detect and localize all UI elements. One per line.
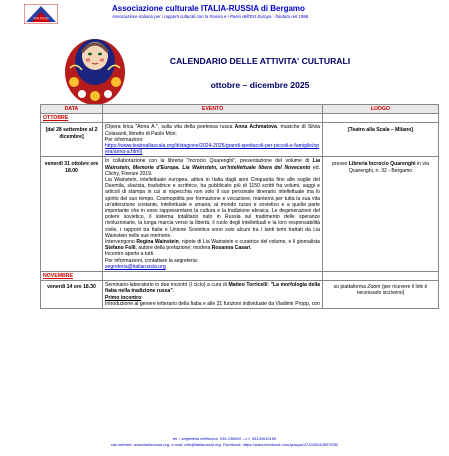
table-header-row — [41, 105, 439, 114]
event-date: venerdì 31 ottobre ore 18.00 — [41, 157, 103, 272]
event-description: Seminario-laboratorio in due incontri (I ciclo) a cura di Matteo Torricelli: "La morfologia della fiaba nella tradizione russa". Primo incontro: Introduzione al genere letterario della fiaba e alle 31 funzioni individuate da Vladimir Propp, con — [103, 281, 323, 309]
month-label: OTTOBRE — [41, 114, 103, 123]
col-header-luogo: LUOGO — [323, 105, 439, 114]
org-name: Associazione culturale ITALIA-RUSSIA di Bergamo — [112, 4, 305, 13]
email-link[interactable]: segreteria@italiarussia.org — [105, 263, 166, 270]
col-header-evento: EVENTO — [103, 105, 323, 114]
matryoshka-illustration — [62, 22, 128, 106]
event-description: In collaborazione con la libreria "Incrocio Quarenghi", presentazione del volume di Lia Wainstein, Memorie d'Europa. Lia Wainstein, un'intellettuale libera del Novecento ed. Clichy, Firenze 2019. Lia Wainstein, intellettuale europea, attiva in Italia dagli anni Cinquanta fino alle soglie del Duemila, slavista, traduttrice e scrittrice, ha pubblicato più di 1150 scritti fra volumi, saggi e articoli di stampa in cui si rispecchia non solo il suo personale itinerario intellettuale ma lo spirito del suo tempo. Cosmopolita per formazione e vocazione, manterrà per tutta la sua vita un'attenzione costante, intellettuale e umana, al mondo russo e sovietico e a quella parte importante che in esso rappresentano la cultura e la tradizione ebraica. Le degenerazioni del potere sovietico, il sistema totalitario nato in Russia sul tradimento delle speranze rivoluzionarie, la lunga marcia verso la libertà, il ruolo degli intellettuali e la loro responsabilità civile, i rapporti tra Italia e Unione Sovietica sono solo alcuni tra i tanti temi trattati da Lia Wainstein nelle sue memorie. Intervengono Regina Wainstein, nipote di Lia Wainstein e curatrice del volume, e il giornalista Stefano Folli, autore della prefazione; modera Rosanna Casari. Incontro aperto a tutti. Per informazioni, contattare la segreteria: segreteria@italiarussia.org — [103, 157, 323, 272]
table-row — [41, 123, 439, 157]
event-link[interactable]: https://www.teatroallascala.org/it/stagione/2024-2025/grandi-spettacoli-per-piccoli-e-famiglie/opera/anna-a.html] — [105, 143, 320, 156]
event-location: su piattaforma Zoom (per ricevere il link è necessario iscriversi) — [323, 281, 439, 309]
col-header-data: DATA — [41, 105, 103, 114]
footer-contacts: tel. / segreteria telefonica: 035.236693 – c.f. 95130610165 — [172, 436, 277, 441]
event-location: [Teatro alla Scala – Milano] — [323, 123, 439, 157]
month-label: NOVEMBRE — [41, 272, 103, 281]
month-row-november — [41, 272, 439, 281]
event-date: venerdì 14 ore 18.30 — [41, 281, 103, 309]
event-location: presso Libreria Incrocio Quarenghi in via Quarenghi, n. 32 - Bergamo — [323, 157, 439, 272]
month-row-october — [41, 114, 439, 123]
table-row — [41, 281, 439, 309]
document-title: CALENDARIO DELLE ATTIVITA' CULTURALI — [169, 56, 351, 66]
calendar-table — [40, 104, 438, 309]
org-tagline: Associazione italiana per i rapporti culturali con la Russia e i Paesi dell'Est Europa - fondata nel 1986 — [112, 14, 309, 19]
event-date: [dal 28 settembre al 2 dicembre] — [41, 123, 103, 157]
association-logo — [24, 4, 58, 24]
logo-text: ITA RUS — [33, 15, 49, 21]
table-row — [41, 157, 439, 272]
footer-links: sito internet: www.italiarussia.org, e-mail: info@italiarussia.org, Facebook: https://www.facebook.com/groups/473245243807636/ — [110, 442, 339, 447]
event-description: [Opera lirica "Anna A.", sulla vita della poetessa russa Anna Achmatova, musiche di Silvia Colasanti, libretto di Paolo Mori. Per informazioni: https://www.teatroallascala.org/it/stagione/2024-2025/grandi-spettacoli-per-piccoli-e-famiglie/opera/anna-a.html] — [103, 123, 323, 157]
document-subtitle: ottobre – dicembre 2025 — [210, 80, 310, 90]
